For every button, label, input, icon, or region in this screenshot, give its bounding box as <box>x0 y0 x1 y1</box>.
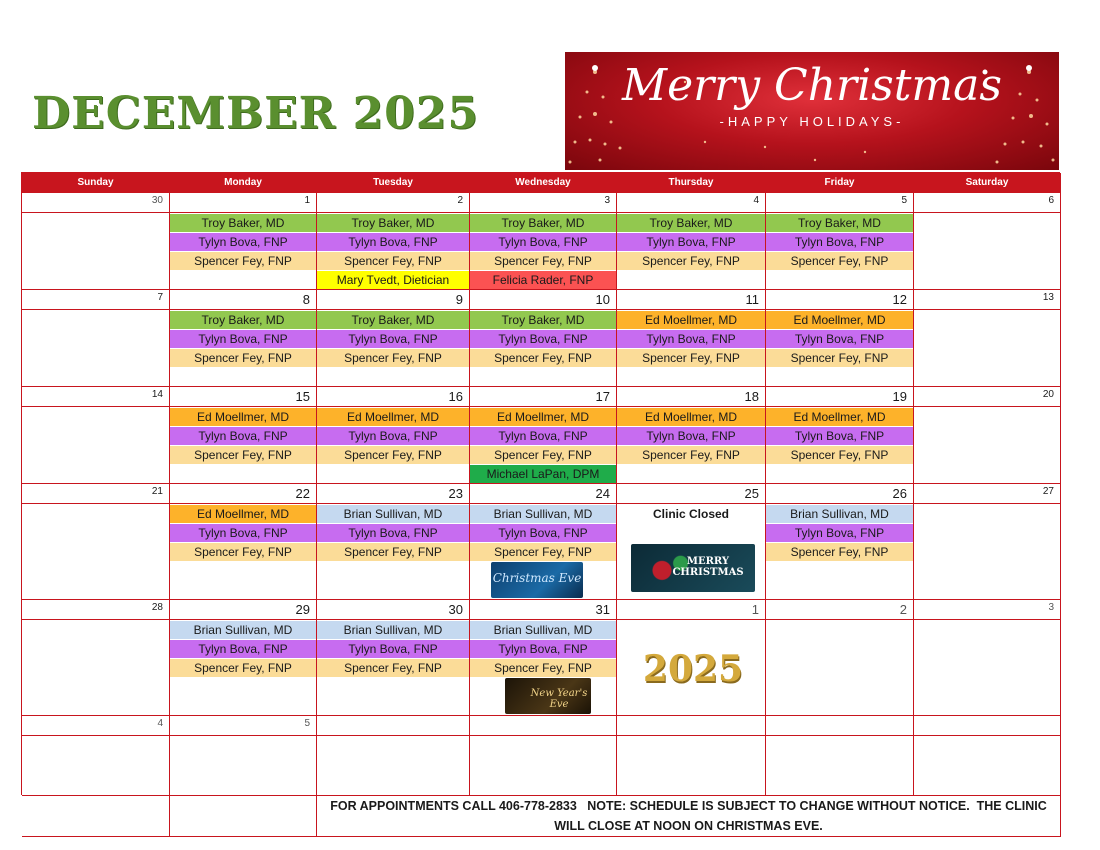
date-number: 19 <box>766 387 914 407</box>
appointment-note-line1: FOR APPOINTMENTS CALL 406-778-2833 NOTE: SCHEDULE IS SUBJECT TO CHANGE WITHOUT NOTICE. THE CLINIC <box>330 799 1047 813</box>
provider-entry: Troy Baker, MD <box>170 311 316 329</box>
date-number: 27 <box>914 484 1061 504</box>
day-cell <box>766 310 914 387</box>
date-number: 2 <box>317 193 470 213</box>
provider-entry: Spencer Fey, FNP <box>317 252 469 270</box>
provider-entry: Troy Baker, MD <box>470 311 616 329</box>
day-header-sunday: Sunday <box>22 173 170 193</box>
provider-entry: Brian Sullivan, MD <box>470 621 616 639</box>
day-cell <box>914 213 1061 290</box>
provider-entry: Spencer Fey, FNP <box>317 446 469 464</box>
date-number: 22 <box>170 484 317 504</box>
date-number: 4 <box>617 193 766 213</box>
day-cell <box>470 620 617 716</box>
day-cell <box>617 736 766 796</box>
day-cell <box>22 620 170 716</box>
provider-entry: Troy Baker, MD <box>170 214 316 232</box>
date-number: 3 <box>470 193 617 213</box>
provider-entry: Spencer Fey, FNP <box>170 659 316 677</box>
provider-entry: Spencer Fey, FNP <box>617 446 765 464</box>
date-number: 24 <box>470 484 617 504</box>
day-cell <box>470 310 617 387</box>
date-number: 31 <box>470 600 617 620</box>
date-number: 18 <box>617 387 766 407</box>
date-number: 3 <box>914 600 1061 620</box>
provider-entry: Tylyn Bova, FNP <box>317 524 469 542</box>
footer-blank-monday <box>170 796 317 837</box>
provider-entry: Tylyn Bova, FNP <box>317 427 469 445</box>
christmas-eve-image <box>491 562 583 598</box>
provider-entry: Tylyn Bova, FNP <box>766 524 913 542</box>
day-cell <box>22 504 170 600</box>
provider-entry: Tylyn Bova, FNP <box>317 640 469 658</box>
provider-entry: Tylyn Bova, FNP <box>617 330 765 348</box>
day-cell <box>170 736 317 796</box>
provider-entry: Brian Sullivan, MD <box>170 621 316 639</box>
appointment-note <box>317 796 1061 837</box>
merry-christmas-ornaments-image <box>631 544 755 592</box>
provider-entry: Spencer Fey, FNP <box>470 349 616 367</box>
appointment-note-text <box>330 796 1047 836</box>
provider-entry: Troy Baker, MD <box>317 214 469 232</box>
day-cell <box>22 736 170 796</box>
day-cell <box>766 213 914 290</box>
date-number: 30 <box>317 600 470 620</box>
date-number: 6 <box>914 193 1061 213</box>
banner-heading: Merry Christmas <box>622 60 1002 111</box>
day-header-saturday: Saturday <box>914 173 1061 193</box>
provider-entry: Spencer Fey, FNP <box>766 252 913 270</box>
day-cell <box>914 620 1061 716</box>
date-number: 13 <box>914 290 1061 310</box>
appointment-note-line2: WILL CLOSE AT NOON ON CHRISTMAS EVE. <box>554 819 823 833</box>
day-cell <box>22 310 170 387</box>
provider-entry: Tylyn Bova, FNP <box>470 640 616 658</box>
day-cell <box>22 213 170 290</box>
date-number: 26 <box>766 484 914 504</box>
provider-entry: Spencer Fey, FNP <box>317 659 469 677</box>
date-number: 12 <box>766 290 914 310</box>
day-cell <box>766 620 914 716</box>
date-number: 17 <box>470 387 617 407</box>
provider-entry: Tylyn Bova, FNP <box>766 233 913 251</box>
provider-entry: Spencer Fey, FNP <box>766 446 913 464</box>
provider-entry: Spencer Fey, FNP <box>470 252 616 270</box>
date-number: 5 <box>766 193 914 213</box>
date-number <box>914 716 1061 736</box>
provider-entry: Spencer Fey, FNP <box>470 446 616 464</box>
date-number: 28 <box>22 600 170 620</box>
day-cell <box>766 736 914 796</box>
provider-entry: Tylyn Bova, FNP <box>470 524 616 542</box>
date-number: 14 <box>22 387 170 407</box>
day-cell <box>170 310 317 387</box>
day-cell <box>317 736 470 796</box>
date-number: 25 <box>617 484 766 504</box>
provider-entry: Spencer Fey, FNP <box>170 543 316 561</box>
day-cell <box>470 736 617 796</box>
provider-entry: Spencer Fey, FNP <box>766 543 913 561</box>
day-cell <box>617 407 766 484</box>
provider-entry: Ed Moellmer, MD <box>766 311 913 329</box>
day-cell <box>170 213 317 290</box>
provider-entry: Brian Sullivan, MD <box>766 505 913 523</box>
provider-entry: Spencer Fey, FNP <box>470 659 616 677</box>
day-cell <box>317 504 470 600</box>
day-cell <box>317 620 470 716</box>
date-number <box>317 716 470 736</box>
provider-entry: Ed Moellmer, MD <box>170 505 316 523</box>
provider-entry: Tylyn Bova, FNP <box>617 233 765 251</box>
day-cell <box>470 504 617 600</box>
day-cell <box>22 407 170 484</box>
provider-entry: Tylyn Bova, FNP <box>170 524 316 542</box>
provider-entry: Ed Moellmer, MD <box>617 311 765 329</box>
date-number: 10 <box>470 290 617 310</box>
date-number: 29 <box>170 600 317 620</box>
provider-entry: Tylyn Bova, FNP <box>470 330 616 348</box>
day-cell <box>766 407 914 484</box>
date-number: 23 <box>317 484 470 504</box>
day-cell <box>470 407 617 484</box>
provider-entry: Tylyn Bova, FNP <box>170 427 316 445</box>
day-cell <box>914 407 1061 484</box>
day-cell <box>617 213 766 290</box>
day-header-tuesday: Tuesday <box>317 173 470 193</box>
year-2025-image-label: 2025 <box>642 648 744 690</box>
day-cell <box>766 504 914 600</box>
day-header-wednesday: Wednesday <box>470 173 617 193</box>
day-cell <box>470 213 617 290</box>
provider-entry: Troy Baker, MD <box>766 214 913 232</box>
provider-entry: Troy Baker, MD <box>470 214 616 232</box>
christmas-eve-image-label: Christmas Eve <box>492 571 582 585</box>
merry-christmas-banner <box>565 52 1059 170</box>
date-number <box>617 716 766 736</box>
day-cell <box>317 310 470 387</box>
provider-entry: Brian Sullivan, MD <box>470 505 616 523</box>
date-number: 7 <box>22 290 170 310</box>
day-header-monday: Monday <box>170 173 317 193</box>
date-number: 9 <box>317 290 470 310</box>
provider-entry: Spencer Fey, FNP <box>170 252 316 270</box>
provider-entry: Spencer Fey, FNP <box>470 543 616 561</box>
year-2025-image <box>637 636 749 698</box>
day-cell <box>914 736 1061 796</box>
date-number: 2 <box>766 600 914 620</box>
day-cell <box>170 407 317 484</box>
day-cell <box>170 620 317 716</box>
provider-entry: Michael LaPan, DPM <box>470 465 616 483</box>
provider-entry: Spencer Fey, FNP <box>317 543 469 561</box>
provider-entry: Brian Sullivan, MD <box>317 621 469 639</box>
date-number: 20 <box>914 387 1061 407</box>
provider-entry: Spencer Fey, FNP <box>766 349 913 367</box>
provider-entry: Tylyn Bova, FNP <box>170 640 316 658</box>
date-number: 5 <box>170 716 317 736</box>
day-cell <box>170 504 317 600</box>
day-cell <box>317 213 470 290</box>
provider-entry: Spencer Fey, FNP <box>170 349 316 367</box>
provider-entry: Tylyn Bova, FNP <box>766 427 913 445</box>
provider-entry: Ed Moellmer, MD <box>766 408 913 426</box>
provider-entry: Troy Baker, MD <box>617 214 765 232</box>
provider-entry: Tylyn Bova, FNP <box>617 427 765 445</box>
provider-entry: Troy Baker, MD <box>317 311 469 329</box>
date-number: 4 <box>22 716 170 736</box>
provider-entry: Spencer Fey, FNP <box>617 252 765 270</box>
day-header-friday: Friday <box>766 173 914 193</box>
provider-entry: Ed Moellmer, MD <box>317 408 469 426</box>
provider-entry: Clinic Closed <box>652 507 729 521</box>
day-cell <box>617 504 766 600</box>
calendar-grid <box>21 172 1060 833</box>
date-number: 1 <box>617 600 766 620</box>
provider-entry: Spencer Fey, FNP <box>617 349 765 367</box>
page-title: DECEMBER 2025 <box>32 88 480 139</box>
provider-entry: Ed Moellmer, MD <box>617 408 765 426</box>
day-cell <box>617 310 766 387</box>
footer-blank-sunday <box>22 796 170 837</box>
provider-entry: Tylyn Bova, FNP <box>317 330 469 348</box>
provider-entry: Tylyn Bova, FNP <box>470 427 616 445</box>
date-number: 16 <box>317 387 470 407</box>
merry-christmas-image-label: MERRY CHRISTMAS <box>672 556 744 578</box>
date-number: 21 <box>22 484 170 504</box>
provider-entry: Ed Moellmer, MD <box>470 408 616 426</box>
provider-entry: Mary Tvedt, Dietician <box>317 271 469 289</box>
day-cell <box>617 620 766 716</box>
provider-entry: Ed Moellmer, MD <box>170 408 316 426</box>
day-header-thursday: Thursday <box>617 173 766 193</box>
new-years-eve-image-label: New Year's Eve <box>530 688 588 710</box>
date-number: 8 <box>170 290 317 310</box>
new-years-eve-image <box>505 678 591 714</box>
banner-subheading: -HAPPY HOLIDAYS- <box>719 114 905 129</box>
date-number <box>470 716 617 736</box>
day-cell <box>914 310 1061 387</box>
day-cell <box>317 407 470 484</box>
day-cell <box>914 504 1061 600</box>
provider-entry: Tylyn Bova, FNP <box>470 233 616 251</box>
date-number <box>766 716 914 736</box>
provider-entry: Brian Sullivan, MD <box>317 505 469 523</box>
date-number: 11 <box>617 290 766 310</box>
date-number: 30 <box>22 193 170 213</box>
provider-entry: Tylyn Bova, FNP <box>317 233 469 251</box>
date-number: 1 <box>170 193 317 213</box>
provider-entry: Tylyn Bova, FNP <box>170 233 316 251</box>
provider-entry: Spencer Fey, FNP <box>317 349 469 367</box>
provider-entry: Tylyn Bova, FNP <box>766 330 913 348</box>
provider-entry: Felicia Rader, FNP <box>470 271 616 289</box>
provider-entry: Spencer Fey, FNP <box>170 446 316 464</box>
provider-entry: Tylyn Bova, FNP <box>170 330 316 348</box>
date-number: 15 <box>170 387 317 407</box>
